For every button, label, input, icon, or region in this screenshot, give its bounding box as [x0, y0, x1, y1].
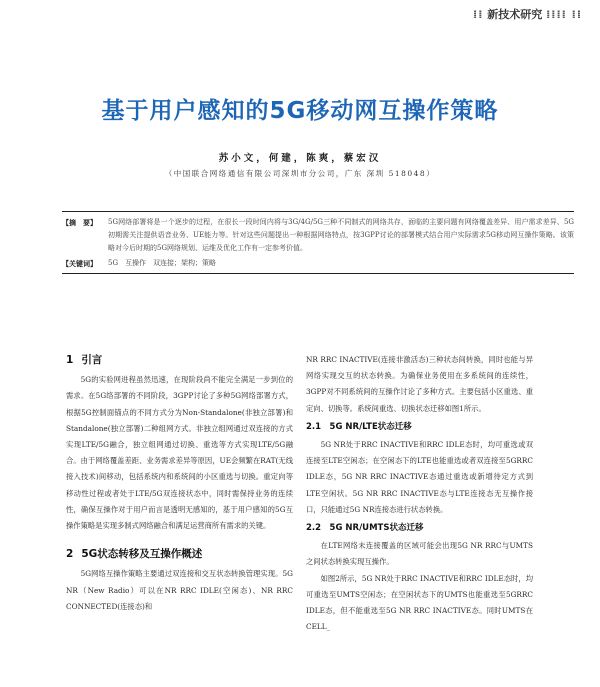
section-1-number: 1: [66, 354, 74, 366]
left-column: [66, 352, 293, 615]
section-dots-right: ⁞⁞⁞⁞ ⁞⁞: [546, 8, 582, 21]
subsection-2-2-heading: 2.2 5G NR/UMTS状态迁移: [306, 523, 424, 534]
subsection-2-1-paragraph: 5G NR处于RRC INACTIVE和RRC IDLE态时，均可重选或双连接至LTE空闲态；在空闲态下的LTE也能重选或者双连接至5GRRC IDLE态，5G NR RRC INACTIVE态通过重选或新增待定方式到LTE空闲状。5G NR RRC INACTIVE态与LTE连接态无互操作接口，只能通过5G NR连接态进行状态转换。: [306, 440, 533, 514]
abstract-row: [62, 216, 574, 255]
section-2-heading: [66, 546, 293, 562]
paper-authors: 苏小文，何建，陈爽，蔡宏汉: [218, 153, 382, 164]
section-dots-left: ⁞⁞: [473, 8, 484, 21]
abstract-text: 5G网络部署将是一个逐步的过程，在很长一段时间内将与3G/4G/5G三种不同制式的网络共存，面临的主要问题有网络覆盖差异、用户需求差异、5G初期需关注提供语音业务、UE能力等。针对这些问题提出一种根据网络特点，按3GPP讨论的部署模式结合用户实际需求5G移动网互操作策略。该策略对今后时期的5G网络规划、运维及优化工作有一定参考价值。: [108, 218, 574, 252]
paper-title: 基于用户感知的5G移动网互操作策略: [101, 98, 499, 124]
subsection-2-2-paragraph-2: 如图2所示，5G NR处于RRC INACTIVE和RRC IDLE态时，均可重选至UMTS空闲态；在空闲状态下的UMTS也能重选至5GRRC IDLE态，但不能重选至5G NR RRC INACTIVE态。同时UMTS在CELL_: [306, 573, 533, 632]
subsection-2-2-paragraph-1: 在LTE网络未连接覆盖的区域可能会出现5G NR RRC与UMTS之间状态转换实现互操作。: [306, 541, 533, 567]
paper-affiliation: （中国联合网络通信有限公司深圳市分公司，广东 深圳 518048）: [164, 169, 436, 178]
journal-section-tag: [473, 6, 582, 22]
keywords-label: 【关键词】: [62, 259, 97, 268]
continued-paragraph: NR RRC INACTIVE(连接非激活态)三种状态间转换，同时也能与异网络实现交互的状态转换。为确保业务使用在多系统间的连续性，3GPP对不同系统间的互操作讨论了多种方式。主要包括小区重选、重定向、切换等。系统间重选、切换状态迁移如图1所示。: [306, 355, 533, 413]
section-1-title: 引言: [81, 354, 103, 366]
section-1-paragraph: 5G的实验网进程虽然迅速，在现阶段尚不能完全满足一步到位的需求。在5G络部署的不同阶段，3GPP讨论了多种5G网络部署方式，根据5G控制面锚点的不同方式分为Non-Standalone(非独立部署)和Standalone(独立部署)二种组网方式。非独立组网通过双连接的方式实现LTE/5G融合，独立组网通过切换、重选等方式实现LTE/5G融合。由于网络覆盖差距、业务需求差异等原因，UE会频繁在RAT(无线接入技术)间移动，包括系统内和系统间的小区重选与切换。重定向等移动性过程或者处于LTE/5G双连接状态中，同时需保持业务的连续性，确保互操作对于用户而言是透明无感知的，基于用户感知的5G互操作策略是实现多制式网络融合和满足运营商所有需求的关键。: [66, 375, 293, 531]
section-label: 新技术研究: [487, 8, 543, 21]
section-1-heading: [66, 352, 293, 368]
abstract-label: 【摘 要】: [62, 218, 97, 227]
abstract-box: [62, 211, 574, 274]
section-2-paragraph: 5G网络互操作策略主要通过双连接和交互状态转换管理实现。5G NR（New Radio）可以在NR RRC IDLE(空闲态)、NR RRC CONNECTED(连接态)和: [66, 569, 293, 611]
subsection-2-1-heading: 2.1 5G NR/LTE状态迁移: [306, 421, 412, 432]
section-2-title: 5G状态转移及互操作概述: [81, 548, 203, 561]
right-column: [306, 352, 533, 635]
keywords-row: [62, 257, 574, 270]
keywords-text: 5G 互操作 双连接；架构；策略: [108, 259, 217, 267]
section-2-number: 2: [66, 548, 74, 561]
